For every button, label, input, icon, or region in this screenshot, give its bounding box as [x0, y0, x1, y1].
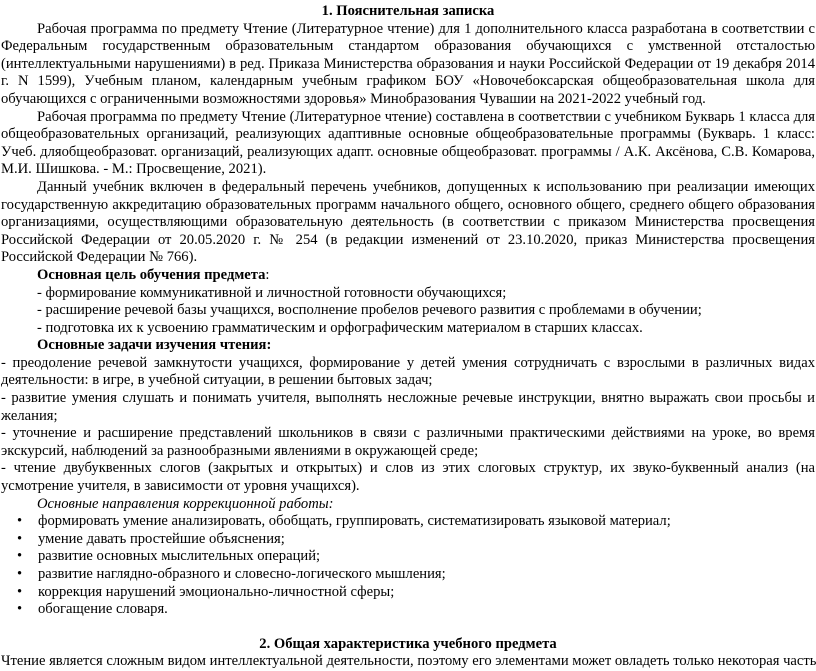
bullet-icon: • — [17, 530, 23, 547]
correction-item-text: умение давать простейшие объяснения; — [38, 530, 285, 547]
list-item — [1, 513, 815, 531]
list-item — [1, 548, 815, 566]
list-item — [1, 566, 815, 584]
section-1-heading: 1. Пояснительная записка — [321, 3, 495, 19]
goal-colon: : — [265, 266, 270, 283]
paragraph-reading-intro: Чтение является сложным видом интеллектуальной деятельности, поэтому его элементами может овладеть только некоторая часть — [1, 653, 816, 670]
correction-list — [1, 513, 815, 619]
correction-item-text: развитие наглядно-образного и словесно-логического мышления; — [38, 566, 446, 582]
paragraph-textbook: Рабочая программа по предмету Чтение (Литературное чтение) составлена в соответствии с учебником Букварь 1 класса для общеобразовательных организаций, реализующих адаптивные основные общеобразовательные программы (Букварь. 1 класс: Учеб. дляобщеобразоват. организаций, реализующих адапт. основные общеобразоват. программы / А.К. Аксёнова, С.В. Комарова, М.И. Шишкова. - М.: Просвещение, 2021). — [1, 108, 815, 178]
correction-item-text: обогащение словаря. — [38, 601, 168, 618]
bullet-icon: • — [17, 583, 23, 600]
bullet-icon: • — [17, 566, 23, 582]
tasks-heading: Основные задачи изучения чтения: — [37, 337, 272, 354]
bullet-icon: • — [17, 548, 23, 565]
goal-heading — [1, 267, 815, 285]
correction-item-text: формировать умение анализировать, обобщать, группировать, систематизировать языковой материал; — [38, 513, 671, 530]
correction-item-text: коррекция нарушений эмоционально-личностной сферы; — [38, 583, 395, 600]
task-item: - преодоление речевой замкнутости учащихся, формирование у детей умения сотрудничать с взрослыми в различных видах деятельности: в игре, в учебной ситуации, в решении бытовых задач; — [1, 354, 815, 389]
correction-item-text: развитие основных мыслительных операций; — [38, 548, 321, 565]
task-item: - развитие умения слушать и понимать учителя, выполнять несложные речевые инструкции, внятно выражать свои просьбы и желания; — [1, 390, 815, 424]
goal-item: - формирование коммуникативной и личностной готовности обучающихся; — [37, 284, 507, 301]
list-item — [1, 601, 815, 619]
goal-title: Основная цель обучения предмета — [37, 266, 266, 283]
section-2-heading: 2. Общая характеристика учебного предмета — [259, 635, 557, 652]
paragraph-program-basis: Рабочая программа по предмету Чтение (Литературное чтение) для 1 дополнительного класса разработана в соответствии с Федеральным государственным образовательным стандартом образования обучающихся с умственной отсталостью (интеллектуальными нарушениями) в ред. Приказа Министерства образования и науки Российской Федерации от 19 декабря 2014 г. N 1599), Учебным планом, календарным учебным графиком БОУ «Новочебоксарская общеобразовательная школа для обучающихся с ограниченными возможностями здоровья» Минобразования Чувашии на 2021-2022 учебный год. — [1, 20, 815, 107]
goal-item: - расширение речевой базы учащихся, восполнение пробелов речевого развития с проблемами в обучении; — [37, 302, 702, 319]
list-item — [1, 531, 815, 549]
goal-item: - подготовка их к усвоению грамматическим и орфографическим материалом в старших классах. — [37, 319, 643, 336]
bullet-icon: • — [17, 513, 23, 530]
bullet-icon: • — [17, 601, 23, 618]
spacer — [1, 619, 815, 636]
task-item: - уточнение и расширение представлений школьников в связи с различными практическими действиями на уроке, во время экскурсий, наблюдений за разнообразными явлениями в окружающей среде; — [1, 425, 815, 459]
list-item — [1, 584, 815, 602]
task-item: - чтение двубуквенных слогов (закрытых и открытых) и слов из этих слоговых структур, их звуко-буквенный анализ (на усмотрение учителя, в зависимости от уровня учащихся). — [1, 460, 815, 495]
correction-heading: Основные направления коррекционной работы: — [37, 495, 334, 512]
paragraph-federal-list: Данный учебник включен в федеральный перечень учебников, допущенных к использованию при реализации имеющих государственную аккредитацию образовательных программ начального общего, основного общего, среднего общего образования организациями, осуществляющими образовательную деятельность (в соответствии с приказом Министерства просвещения Российской Федерации от 20.05.2020 г. № 254 (в редакции изменений от 23.10.2020, приказ Министерства просвещения Российской Федерации № 766). — [1, 178, 815, 266]
